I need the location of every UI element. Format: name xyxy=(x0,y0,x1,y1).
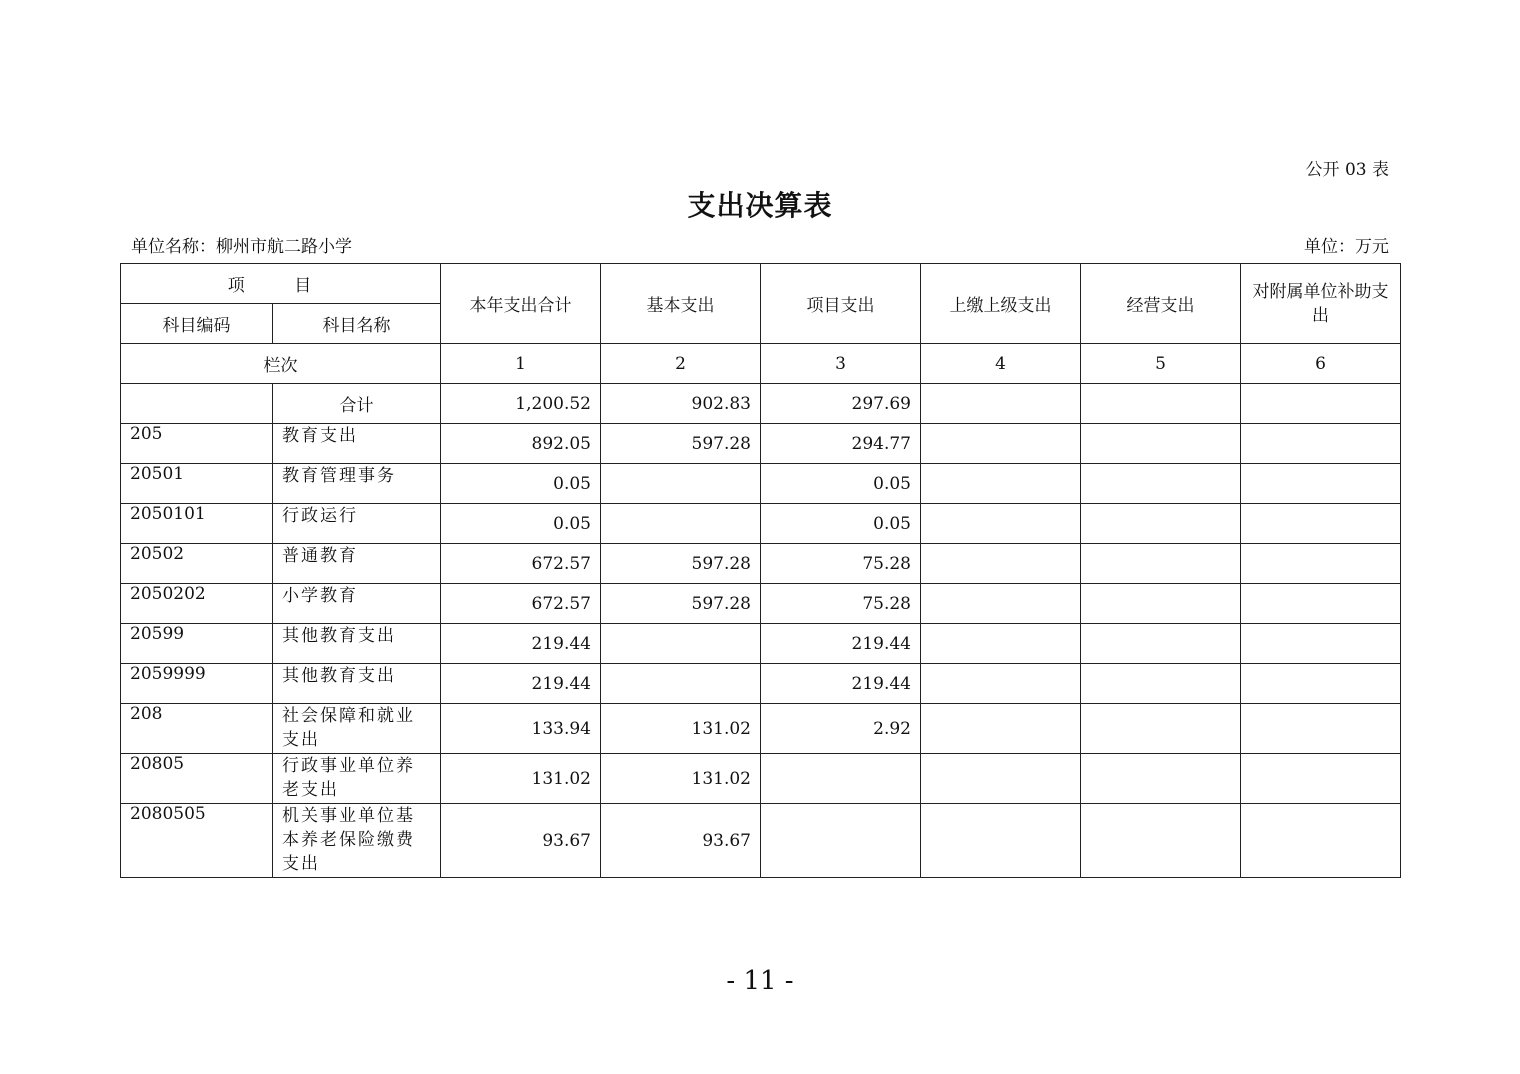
basic-cell: 902.83 xyxy=(601,384,761,424)
upper-cell xyxy=(921,424,1081,464)
basic-cell: 93.67 xyxy=(601,804,761,878)
table-row xyxy=(121,504,1401,544)
basic-cell: 597.28 xyxy=(601,424,761,464)
business-cell xyxy=(1081,664,1241,704)
table-row xyxy=(121,624,1401,664)
total-cell: 219.44 xyxy=(441,624,601,664)
page-number: - 11 - xyxy=(726,966,794,996)
page-title: 支出决算表 xyxy=(687,189,833,222)
header-column-index: 栏次 xyxy=(121,344,441,384)
business-cell xyxy=(1081,584,1241,624)
header-subject-name: 科目名称 xyxy=(273,304,441,344)
project-cell xyxy=(761,804,921,878)
column-index-6: 6 xyxy=(1241,344,1401,384)
subsidiary-cell xyxy=(1241,754,1401,804)
upper-cell xyxy=(921,754,1081,804)
subject-code-cell: 20501 xyxy=(121,464,273,504)
basic-cell: 597.28 xyxy=(601,584,761,624)
upper-cell xyxy=(921,504,1081,544)
business-cell xyxy=(1081,464,1241,504)
project-cell: 75.28 xyxy=(761,584,921,624)
subject-code-cell: 20502 xyxy=(121,544,273,584)
project-cell: 219.44 xyxy=(761,664,921,704)
total-cell: 672.57 xyxy=(441,584,601,624)
subject-code-cell: 20599 xyxy=(121,624,273,664)
basic-cell xyxy=(601,624,761,664)
subsidiary-cell xyxy=(1241,544,1401,584)
subject-name-cell: 教育支出 xyxy=(273,424,441,464)
subject-name-cell: 机关事业单位基本养老保险缴费支出 xyxy=(273,804,441,878)
subject-name-cell: 教育管理事务 xyxy=(273,464,441,504)
column-index-5: 5 xyxy=(1081,344,1241,384)
subsidiary-cell xyxy=(1241,504,1401,544)
expenditure-table xyxy=(120,263,1401,878)
subject-code-cell xyxy=(121,384,273,424)
header-subject-code: 科目编码 xyxy=(121,304,273,344)
total-cell: 133.94 xyxy=(441,704,601,754)
currency-unit: 单位：万元 xyxy=(1304,237,1389,257)
column-index-2: 2 xyxy=(601,344,761,384)
table-row xyxy=(121,704,1401,754)
upper-cell xyxy=(921,544,1081,584)
total-cell: 0.05 xyxy=(441,464,601,504)
total-cell: 892.05 xyxy=(441,424,601,464)
project-cell: 75.28 xyxy=(761,544,921,584)
table-row xyxy=(121,754,1401,804)
table-row xyxy=(121,464,1401,504)
basic-cell: 131.02 xyxy=(601,704,761,754)
table-row xyxy=(121,804,1401,878)
subsidiary-cell xyxy=(1241,804,1401,878)
business-cell xyxy=(1081,424,1241,464)
total-cell: 219.44 xyxy=(441,664,601,704)
subsidiary-cell xyxy=(1241,424,1401,464)
subsidiary-cell xyxy=(1241,464,1401,504)
header-project-expenditure: 项目支出 xyxy=(761,264,921,344)
subject-code-cell: 2050202 xyxy=(121,584,273,624)
total-cell: 93.67 xyxy=(441,804,601,878)
upper-cell xyxy=(921,584,1081,624)
subject-name-cell: 其他教育支出 xyxy=(273,624,441,664)
project-cell: 2.92 xyxy=(761,704,921,754)
upper-cell xyxy=(921,664,1081,704)
subject-name-cell: 普通教育 xyxy=(273,544,441,584)
column-index-1: 1 xyxy=(441,344,601,384)
project-cell: 0.05 xyxy=(761,504,921,544)
header-basic: 基本支出 xyxy=(601,264,761,344)
table-row xyxy=(121,544,1401,584)
subject-name-cell: 行政运行 xyxy=(273,504,441,544)
subsidiary-cell xyxy=(1241,584,1401,624)
header-project: 项 目 xyxy=(121,264,441,304)
subject-name-cell: 小学教育 xyxy=(273,584,441,624)
upper-cell xyxy=(921,464,1081,504)
business-cell xyxy=(1081,544,1241,584)
total-cell: 672.57 xyxy=(441,544,601,584)
column-index-3: 3 xyxy=(761,344,921,384)
table-row xyxy=(121,664,1401,704)
table-row xyxy=(121,584,1401,624)
upper-cell xyxy=(921,384,1081,424)
total-cell: 131.02 xyxy=(441,754,601,804)
header-business: 经营支出 xyxy=(1081,264,1241,344)
subject-name-cell: 行政事业单位养老支出 xyxy=(273,754,441,804)
subject-code-cell: 2059999 xyxy=(121,664,273,704)
project-cell: 297.69 xyxy=(761,384,921,424)
project-cell: 0.05 xyxy=(761,464,921,504)
project-cell: 294.77 xyxy=(761,424,921,464)
business-cell xyxy=(1081,754,1241,804)
total-cell: 1,200.52 xyxy=(441,384,601,424)
subsidiary-cell xyxy=(1241,384,1401,424)
subject-code-cell: 2080505 xyxy=(121,804,273,878)
subject-code-cell: 205 xyxy=(121,424,273,464)
subject-name-cell: 社会保障和就业支出 xyxy=(273,704,441,754)
subject-name-cell: 其他教育支出 xyxy=(273,664,441,704)
subsidiary-cell xyxy=(1241,664,1401,704)
subsidiary-cell xyxy=(1241,624,1401,664)
column-index-4: 4 xyxy=(921,344,1081,384)
basic-cell: 597.28 xyxy=(601,544,761,584)
total-cell: 0.05 xyxy=(441,504,601,544)
header-upper-payment: 上缴上级支出 xyxy=(921,264,1081,344)
subject-code-cell: 2050101 xyxy=(121,504,273,544)
business-cell xyxy=(1081,704,1241,754)
basic-cell xyxy=(601,664,761,704)
header-total: 本年支出合计 xyxy=(441,264,601,344)
basic-cell xyxy=(601,464,761,504)
subsidiary-cell xyxy=(1241,704,1401,754)
subject-name-cell: 合计 xyxy=(273,384,441,424)
basic-cell xyxy=(601,504,761,544)
business-cell xyxy=(1081,504,1241,544)
business-cell xyxy=(1081,624,1241,664)
project-cell xyxy=(761,754,921,804)
table-row-total xyxy=(121,384,1401,424)
business-cell xyxy=(1081,804,1241,878)
upper-cell xyxy=(921,804,1081,878)
unit-name: 单位名称：柳州市航二路小学 xyxy=(131,237,352,257)
project-cell: 219.44 xyxy=(761,624,921,664)
header-subsidiary: 对附属单位补助支出 xyxy=(1241,264,1401,344)
business-cell xyxy=(1081,384,1241,424)
table-row xyxy=(121,424,1401,464)
basic-cell: 131.02 xyxy=(601,754,761,804)
subject-code-cell: 208 xyxy=(121,704,273,754)
upper-cell xyxy=(921,704,1081,754)
subject-code-cell: 20805 xyxy=(121,754,273,804)
form-code: 公开 03 表 xyxy=(1305,160,1389,180)
upper-cell xyxy=(921,624,1081,664)
